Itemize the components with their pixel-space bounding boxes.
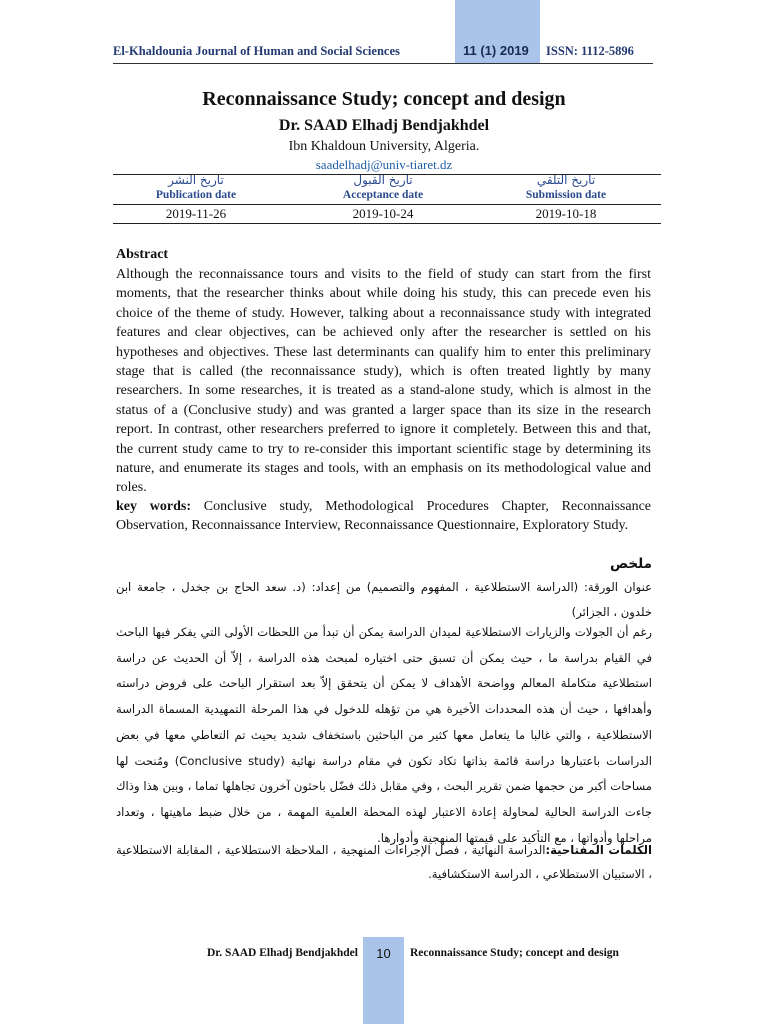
abstract-heading: Abstract [116,247,169,262]
keywords-paragraph [116,497,651,536]
publication-date-label: Publication date [155,189,237,201]
abstract-text: Although the reconnaissance tours and visits to the field of study can start from the first moments, that the researcher thinks about while doing his study, this can precede even his choice of the theme of study. However, talking about a reconnaissance study with integrated features and clear objectives, can be achieved only after the researcher is settled on his hypotheses and objectives. These last determinants can qualify him to enter this preliminary stage that is called (the reconnaissance study), which is often treated lightly by many researchers. In some researches, it is treated as a stand-alone study, which is almost in the status of a (Conclusive study) and was granted a larger space than its size in the research report. In contrast, other researchers preferred to ignore it completely. Between this and that, the current study came to try to re-consider this important scientific stage by determining its nature, and enumerate its stages and tools, with an emphasis on its methodological value and roles. [116,267,651,496]
header-divider [113,63,653,64]
article-author: Dr. SAAD Elhadj Bendjakhdel [278,117,490,134]
acceptance-date-label-ar: تاريخ القبول [353,173,413,187]
author-email-link[interactable]: saadelhadj@univ-tiaret.dz [315,157,453,172]
acceptance-date-value: 2019-10-24 [352,206,414,221]
footer-author: Dr. SAAD Elhadj Bendjakhdel [206,947,358,959]
journal-issn: ISSN: 1112-5896 [546,44,634,58]
journal-name: El-Khaldounia Journal of Human and Social Sciences [113,44,400,58]
dates-table-mid-rule [113,204,661,205]
arabic-keywords-text: الدراسة النهائية ، فصل الإجراءات المنهجية ، الملاحظة الاستطلاعية ، المقابلة الاستطلاعية ، الاستبيان الاستطلاعي ، الدراسة الاستكشافية. [116,843,652,881]
arabic-title-line: عنوان الورقة: (الدراسة الاستطلاعية ، المفهوم والتصميم) من إعداد: (د. سعد الحاج بن جخدل ، جامعة ابن خلدون ، الجزائر) [116,580,652,619]
publication-date-label-ar: تاريخ النشر [168,173,224,187]
acceptance-date-label: Acceptance date [342,189,424,201]
submission-date-label: Submission date [525,189,607,201]
author-affiliation: Ibn Khaldoun University, Algeria. [288,139,480,154]
page-number: 10 [376,946,391,961]
journal-issue: 11 (1) 2019 [463,43,529,58]
footer-title: Reconnaissance Study; concept and design [410,947,619,959]
arabic-keywords-paragraph [116,838,652,886]
arabic-abstract-text: رغم أن الجولات والزيارات الاستطلاعية لميدان الدراسة يمكن أن تبدأ من اللحظات الأولى التي يفكر فيها الباحث في القيام بدراسة ما ، حيث يمكن أن تسبق حتى اختياره لمبحث هذه الدراسة ، إلاّ أن الحديث عن دراسة استطلاعية متكاملة المعالم وواضحة الأهداف لا يمكن أن يتحقق إلاّ بعد استقرار الباحث على فروض دراسته وأهدافها ، حيث أن هذه المحددات الأخيرة هي من تؤهله للدخول في هذا المرحلة التمهيدية المسماة الدراسة الاستطلاعية ، والتي غالبا ما يتعامل معها كثير من الباحثين باستخفاف شديد بحيث تم التعاطي معها في بعض الدراسات باعتبارها دراسة قائمة بذاتها تكاد تكون في مقام دراسة نهائية (Conclusive study) ومُنحت لها مساحات أكبر من حجمها ضمن تقرير البحث ، وفي مقابل ذلك فضّل باحثون آخرون تجاهلها تماما ، وبين هذا وذاك جاءت الدراسة الحالية لمحاولة إعادة الاعتبار لهذه المحطة العلمية المهمة ، من خلال ضبط ماهيتها ، وتعداد مراحلها وأدواتها ، مع التأكيد على قيمتها المنهجية وأدوارها. [116,625,653,845]
submission-date-label-ar: تاريخ التلقي [536,173,596,187]
submission-date-value: 2019-10-18 [535,206,597,221]
keywords-label: key words: [116,499,191,514]
article-title: Reconnaissance Study; concept and design [202,88,566,110]
keywords-text: Conclusive study, Methodological Procedures Chapter, Reconnaissance Observation, Reconnaissance Interview, Reconnaissance Questionnaire, Exploratory Study. [116,499,651,534]
dates-table-bottom-rule [113,223,661,224]
arabic-abstract-heading: ملخص [609,556,652,572]
arabic-keywords-label: الكلمات المفتاحية: [545,843,652,857]
publication-date-value: 2019-11-26 [165,206,227,221]
